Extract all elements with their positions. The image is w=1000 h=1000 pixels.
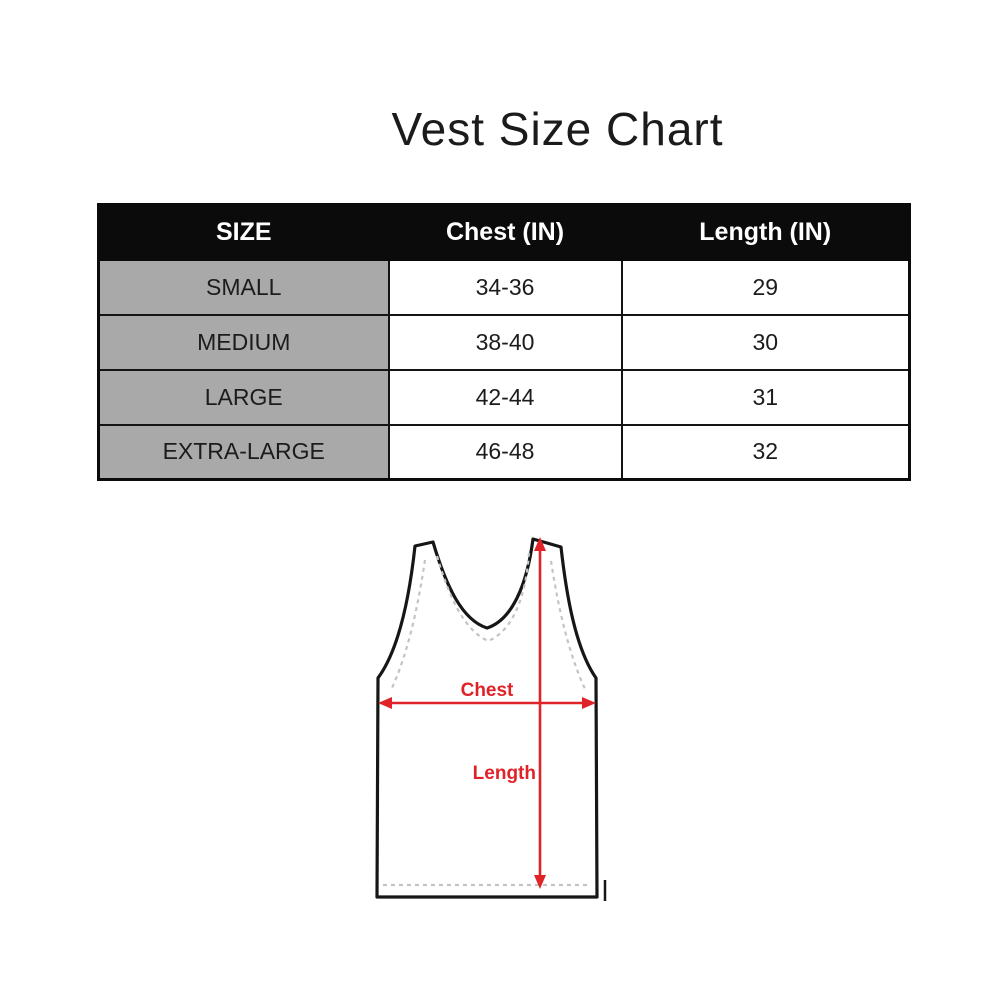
col-header-length: Length (IN): [622, 205, 910, 260]
length-cell: 29: [622, 260, 910, 315]
length-cell: 32: [622, 425, 910, 480]
length-cell: 31: [622, 370, 910, 425]
table-row: [99, 370, 910, 425]
col-header-size: SIZE: [99, 205, 389, 260]
size-chart-table: [97, 203, 911, 481]
table-row: [99, 260, 910, 315]
length-measure-label: Length: [472, 763, 536, 784]
table-row: [99, 425, 910, 480]
page-title: Vest Size Chart: [391, 103, 724, 155]
col-header-chest: Chest (IN): [389, 205, 622, 260]
size-cell: EXTRA-LARGE: [99, 425, 389, 480]
chest-cell: 42-44: [389, 370, 622, 425]
size-cell: MEDIUM: [99, 315, 389, 370]
chest-cell: 46-48: [389, 425, 622, 480]
chest-cell: 38-40: [389, 315, 622, 370]
table-header-row: [99, 205, 910, 260]
size-cell: SMALL: [99, 260, 389, 315]
size-cell: LARGE: [99, 370, 389, 425]
chest-measure-label: Chest: [460, 680, 514, 701]
chest-cell: 34-36: [389, 260, 622, 315]
vest-measurement-diagram: [357, 525, 623, 910]
length-cell: 30: [622, 315, 910, 370]
vest-outline: [377, 539, 597, 897]
table-row: [99, 315, 910, 370]
